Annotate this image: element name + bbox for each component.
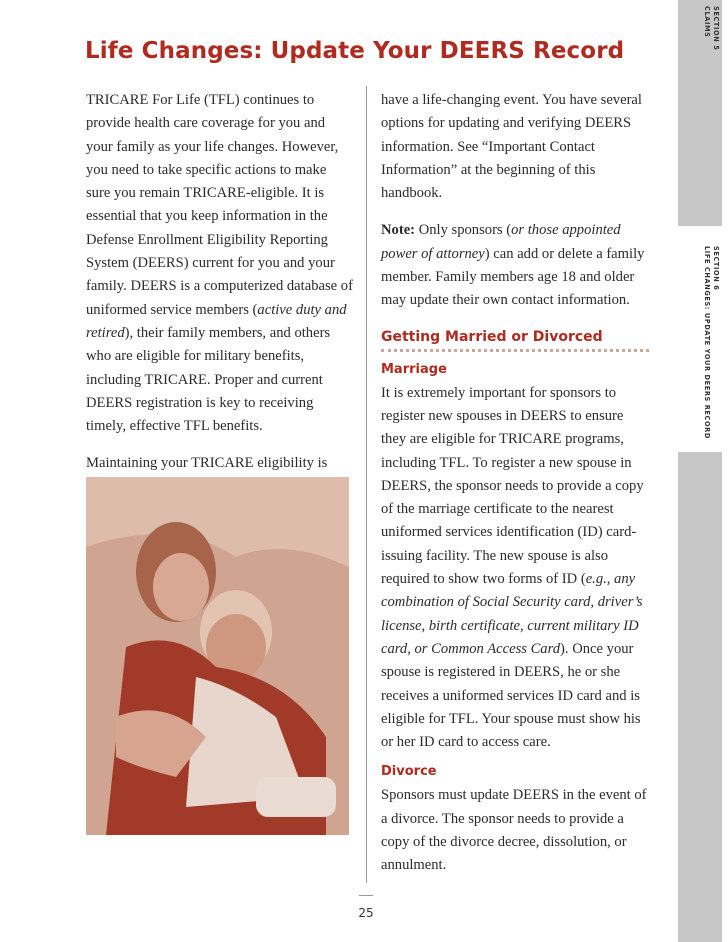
marriage-text: It is extremely important for sponsors to register new spouses in DEERS to ensure they are eligible for TRICARE programs, including TFL. To register a new spouse in DEERS, the sponsor needs to provide a copy of the marriage certificate to the nearest uniformed services identification (ID) card-issuing facility. The new spouse is also required to show two forms of ID ( (381, 384, 644, 588)
column-divider (366, 86, 367, 883)
section-5-title: CLAIMS (703, 6, 711, 38)
section-6-tab-label (702, 246, 720, 439)
note-italic: or those appointed power of attorney (381, 222, 621, 262)
section-heading: Getting Married or Divorced (381, 328, 603, 345)
intro-text-end: ), their family members, and others who are eligible for military benefits, including TRICARE. Proper and current DEERS registration is key to receiving timely, effective TFL benefits. (86, 324, 331, 435)
dotted-divider (381, 349, 649, 352)
marriage-italic: e.g., any combination of Social Security card, driver’s license, birth certificate, current military ID card, or Common Access Card (381, 571, 643, 657)
intro-paragraph (86, 89, 354, 438)
sidebar-band (678, 66, 722, 226)
marriage-text-end: ). Once your spouse is registered in DEERS, he or she receives a uniformed services ID card and is eligible for TFL. Your spouse must show his or her ID card to access care. (381, 640, 641, 751)
eligibility-paragraph: Maintaining your TRICARE eligibility is (86, 455, 328, 472)
page-title: Life Changes: Update Your DEERS Record (85, 38, 625, 64)
right-column (381, 89, 649, 892)
couple-photo (86, 477, 349, 835)
left-column (86, 89, 354, 536)
page-number: 25 (358, 906, 374, 920)
sidebar-band-lower (678, 452, 722, 942)
section-6-number: SECTION 6 (712, 246, 720, 291)
footer-tick (359, 895, 373, 896)
section-5-number: SECTION 5 (712, 6, 720, 51)
intro-italic: active duty and retired (86, 301, 347, 341)
life-event-paragraph: have a life-changing event. You have several options for updating and verifying DEERS information. See “Important Contact Information” at the beginning of this handbook. (381, 92, 642, 202)
section-6-title: LIFE CHANGES: UPDATE YOUR DEERS RECORD (703, 246, 711, 439)
note-paragraph (381, 219, 649, 312)
note-text-end: ) can add or delete a family member. Family members age 18 and older may update their own contact information. (381, 245, 645, 309)
marriage-heading: Marriage (381, 361, 447, 377)
couple-photo-illustration (86, 477, 349, 835)
divorce-heading: Divorce (381, 764, 437, 780)
divorce-paragraph: Sponsors must update DEERS in the event of a divorce. The sponsor needs to provide a copy of the divorce decree, dissolution, or annulment. (381, 787, 647, 874)
intro-text: TRICARE For Life (TFL) continues to provide health care coverage for you and your family as your life changes. However, you need to take specific actions to make sure you remain TRICARE-eligible. It is essential that you keep information in the Defense Enrollment Eligibility Reporting System (DEERS) current for you and your family. DEERS is a computerized database of uniformed service members ( (86, 92, 353, 318)
note-text: Only sponsors ( (415, 222, 512, 239)
marriage-paragraph (381, 382, 649, 755)
note-label: Note: (381, 222, 416, 239)
section-5-tab-label (702, 6, 720, 50)
